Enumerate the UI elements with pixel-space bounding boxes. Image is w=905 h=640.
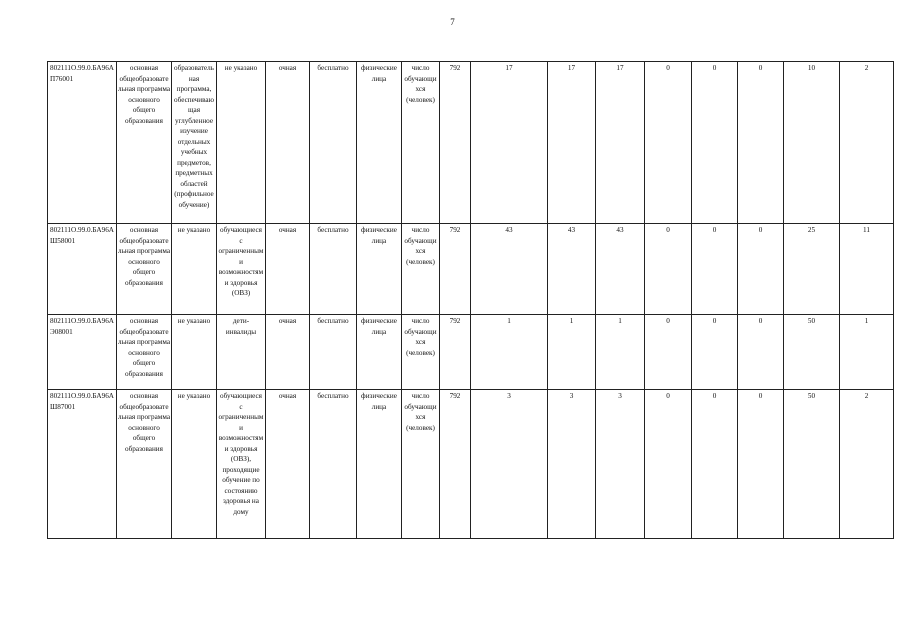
registry-code-cell: 802111О.99.0.БА96АШ87001 xyxy=(48,390,117,539)
value-cell: 43 xyxy=(471,224,548,315)
program-cell: основная общеобразовательная программа основного общего образования xyxy=(117,390,172,539)
value-cell: 25 xyxy=(784,224,840,315)
value-cell: 0 xyxy=(692,224,738,315)
value-cell: 0 xyxy=(738,224,784,315)
recipients-cell: физические лица xyxy=(357,224,402,315)
form-cell: очная xyxy=(266,390,310,539)
value-cell: 0 xyxy=(645,315,692,390)
payment-cell: бесплатно xyxy=(310,315,357,390)
value-cell: 43 xyxy=(596,224,645,315)
value-cell: 1 xyxy=(840,315,894,390)
value-cell: 1 xyxy=(596,315,645,390)
value-cell: 50 xyxy=(784,315,840,390)
value-cell: 17 xyxy=(548,62,596,224)
value-cell: 1 xyxy=(471,315,548,390)
okei-cell: 792 xyxy=(440,315,471,390)
service-volume-table xyxy=(47,61,894,539)
payment-cell: бесплатно xyxy=(310,390,357,539)
table-row xyxy=(48,62,894,224)
category-cell: не указано xyxy=(217,62,266,224)
okei-cell: 792 xyxy=(440,62,471,224)
program-cell: основная общеобразовательная программа основного общего образования xyxy=(117,62,172,224)
registry-code-cell: 802111О.99.0.БА96АШ58001 xyxy=(48,224,117,315)
value-cell: 0 xyxy=(738,390,784,539)
value-cell: 50 xyxy=(784,390,840,539)
value-cell: 0 xyxy=(738,315,784,390)
payment-cell: бесплатно xyxy=(310,224,357,315)
form-cell: очная xyxy=(266,315,310,390)
value-cell: 0 xyxy=(645,390,692,539)
recipients-cell: физические лица xyxy=(357,390,402,539)
value-cell: 2 xyxy=(840,62,894,224)
value-cell: 0 xyxy=(738,62,784,224)
value-cell: 3 xyxy=(548,390,596,539)
indicator-cell: число обучающихся (человек) xyxy=(402,224,440,315)
table-row xyxy=(48,224,894,315)
category-cell: обучающиеся с ограниченными возможностями здоровья (ОВЗ) xyxy=(217,224,266,315)
value-cell: 11 xyxy=(840,224,894,315)
payment-cell: бесплатно xyxy=(310,62,357,224)
value-cell: 0 xyxy=(692,390,738,539)
value-cell: 1 xyxy=(548,315,596,390)
focus-cell: не указано xyxy=(172,390,217,539)
registry-code-cell: 802111О.99.0.БА96АЭ08001 xyxy=(48,315,117,390)
table-row xyxy=(48,315,894,390)
value-cell: 0 xyxy=(645,224,692,315)
value-cell: 3 xyxy=(471,390,548,539)
form-cell: очная xyxy=(266,62,310,224)
recipients-cell: физические лица xyxy=(357,62,402,224)
value-cell: 17 xyxy=(471,62,548,224)
category-cell: обучающиеся с ограниченными возможностями здоровья (ОВЗ), проходящие обучение по состоянию здоровья на дому xyxy=(217,390,266,539)
category-cell: дети-инвалиды xyxy=(217,315,266,390)
registry-code-cell: 802111О.99.0.БА96АП76001 xyxy=(48,62,117,224)
page-number: 7 xyxy=(450,17,455,27)
form-cell: очная xyxy=(266,224,310,315)
okei-cell: 792 xyxy=(440,390,471,539)
value-cell: 17 xyxy=(596,62,645,224)
okei-cell: 792 xyxy=(440,224,471,315)
recipients-cell: физические лица xyxy=(357,315,402,390)
value-cell: 10 xyxy=(784,62,840,224)
value-cell: 0 xyxy=(645,62,692,224)
value-cell: 2 xyxy=(840,390,894,539)
indicator-cell: число обучающихся (человек) xyxy=(402,62,440,224)
indicator-cell: число обучающихся (человек) xyxy=(402,315,440,390)
program-cell: основная общеобразовательная программа основного общего образования xyxy=(117,224,172,315)
value-cell: 43 xyxy=(548,224,596,315)
focus-cell: не указано xyxy=(172,224,217,315)
table-row xyxy=(48,390,894,539)
indicator-cell: число обучающихся (человек) xyxy=(402,390,440,539)
focus-cell: не указано xyxy=(172,315,217,390)
focus-cell: образовательная программа, обеспечивающая углубленное изучение отдельных учебных предметов, предметных областей (профильное обучение) xyxy=(172,62,217,224)
value-cell: 3 xyxy=(596,390,645,539)
program-cell: основная общеобразовательная программа основного общего образования xyxy=(117,315,172,390)
value-cell: 0 xyxy=(692,315,738,390)
value-cell: 0 xyxy=(692,62,738,224)
